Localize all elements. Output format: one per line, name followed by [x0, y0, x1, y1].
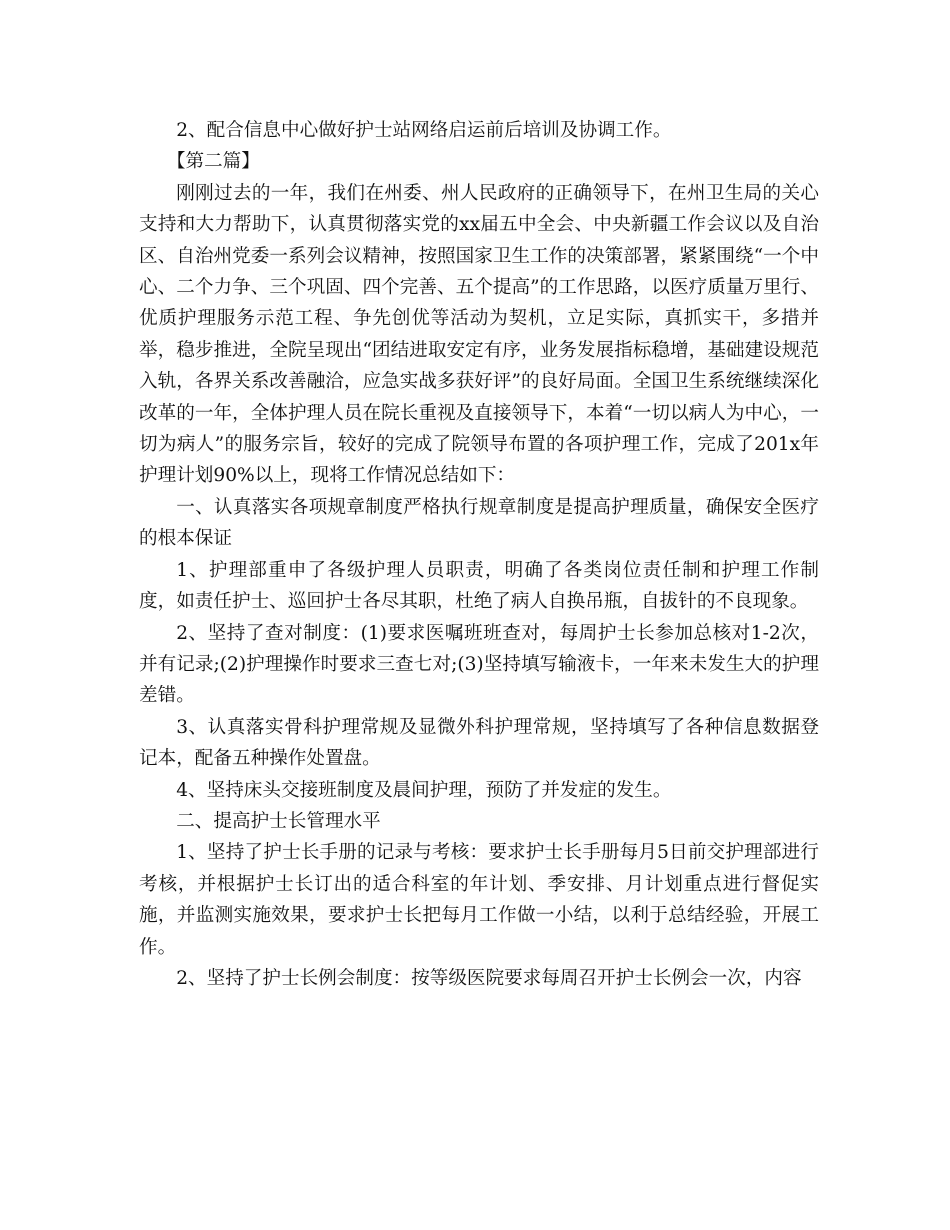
paragraph: 2、坚持了查对制度：(1)要求医嘱班班查对，每周护士长参加总核对1-2次，并有记录;(2)护理操作时要求三查七对;(3)坚持填写输液卡，一年来未发生大的护理差错。: [139, 622, 819, 707]
paragraph: 刚刚过去的一年，我们在州委、州人民政府的正确领导下，在州卫生局的关心支持和大力帮助下，认真贯彻落实党的xx届五中全会、中央新疆工作会议以及自治区、自治州党委一系列会议精神，按照国家卫生工作的决策部署，紧紧围绕“一个中心、二个力争、三个巩固、四个完善、五个提高”的工作思路，以医疗质量万里行、优质护理服务示范工程、争先创优等活动为契机，立足实际，真抓实干，多措并举，稳步推进，全院呈现出“团结进取安定有序，业务发展指标稳增，基础建设规范入轨，各界关系改善融洽，应急实战多获好评”的良好局面。全国卫生系统继续深化改革的一年，全体护理人员在院长重视及直接领导下，本着“一切以病人为中心，一切为病人”的服务宗旨，较好的完成了院领导布置的各项护理工作，完成了201x年护理计划90%以上，现将工作情况总结如下：: [139, 182, 819, 487]
paragraph: 一、认真落实各项规章制度严格执行规章制度是提高护理质量，确保安全医疗的根本保证: [139, 496, 819, 550]
paragraph: 4、坚持床头交接班制度及晨间护理，预防了并发症的发生。: [176, 779, 672, 801]
document-body: [139, 115, 819, 994]
paragraph: 2、坚持了护士长例会制度：按等级医院要求每周召开护士长例会一次，内容: [176, 967, 802, 989]
paragraph: 1、护理部重申了各级护理人员职责，明确了各类岗位责任制和护理工作制度，如责任护士、巡回护士各尽其职，杜绝了病人自换吊瓶，自拔针的不良现象。: [139, 559, 819, 613]
paragraph: 二、提高护士长管理水平: [176, 810, 381, 832]
paragraph: 3、认真落实骨科护理常规及显微外科护理常规，坚持填写了各种信息数据登记本，配备五种操作处置盘。: [139, 716, 819, 770]
paragraph: 2、配合信息中心做好护士站网络启运前后培训及协调工作。: [176, 120, 672, 141]
paragraph: 1、坚持了护士长手册的记录与考核：要求护士长手册每月5日前交护理部进行考核，并根据护士长订出的适合科室的年计划、季安排、月计划重点进行督促实施，并监测实施效果，要求护士长把每月工作做一小结，以利于总结经验，开展工作。: [139, 842, 819, 958]
section-heading: 【第二篇】: [166, 151, 260, 173]
